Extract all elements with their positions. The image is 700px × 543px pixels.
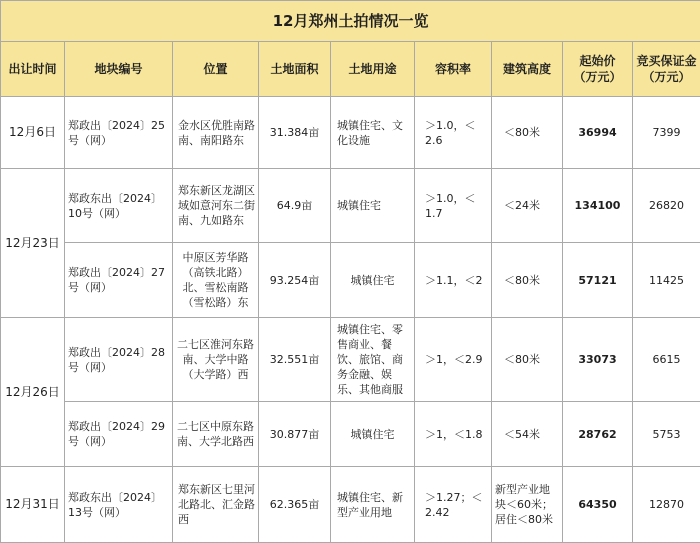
ratio-cell: ＞1.0，＜1.7 (415, 169, 492, 243)
height-cell: ＜80米 (492, 243, 563, 318)
height-cell: ＜54米 (492, 402, 563, 467)
header-row (1, 42, 700, 97)
area-cell: 30.877亩 (259, 402, 331, 467)
header-deposit-label: 竞买保证金 (637, 54, 697, 68)
use-cell: 城镇住宅、文化设施 (331, 97, 415, 169)
deposit-cell: 12870 (633, 467, 700, 543)
table-row (1, 318, 700, 402)
price-cell: 64350 (563, 467, 633, 543)
header-deposit (633, 42, 700, 97)
header-location: 位置 (173, 42, 259, 97)
code-cell: 郑政出〔2024〕28号（网） (65, 318, 173, 402)
table-row (1, 243, 700, 318)
location-cell: 金水区优胜南路南、南阳路东 (173, 97, 259, 169)
area-cell: 32.551亩 (259, 318, 331, 402)
price-cell: 36994 (563, 97, 633, 169)
location-cell: 二七区中原东路南、大学北路西 (173, 402, 259, 467)
ratio-cell: ＞1.27；＜2.42 (415, 467, 492, 543)
use-cell: 城镇住宅、零售商业、餐饮、旅馆、商务金融、娱乐、其他商服 (331, 318, 415, 402)
price-cell: 33073 (563, 318, 633, 402)
date-cell: 12月26日 (1, 318, 65, 467)
location-cell: 中原区芳华路（高铁北路）北、雪松南路（雪松路）东 (173, 243, 259, 318)
code-cell: 郑政出〔2024〕29号（网） (65, 402, 173, 467)
header-deposit-unit: （万元） (643, 70, 691, 84)
location-cell: 郑东新区龙湖区域如意河东二街南、九如路东 (173, 169, 259, 243)
use-cell: 城镇住宅 (331, 243, 415, 318)
table-row (1, 169, 700, 243)
header-price (563, 42, 633, 97)
date-cell: 12月31日 (1, 467, 65, 543)
location-cell: 郑东新区七里河北路北、汇金路西 (173, 467, 259, 543)
code-cell: 郑政出〔2024〕25号（网） (65, 97, 173, 169)
table-row (1, 97, 700, 169)
header-date: 出让时间 (1, 42, 65, 97)
ratio-cell: ＞1，＜2.9 (415, 318, 492, 402)
code-cell: 郑政东出〔2024〕10号（网） (65, 169, 173, 243)
header-price-label: 起始价 (579, 54, 615, 68)
area-cell: 31.384亩 (259, 97, 331, 169)
height-cell: 新型产业地块＜60米；居住＜80米 (492, 467, 563, 543)
location-cell: 二七区淮河东路南、大学中路（大学路）西 (173, 318, 259, 402)
use-cell: 城镇住宅 (331, 402, 415, 467)
table-title (1, 1, 700, 42)
date-cell: 12月6日 (1, 97, 65, 169)
height-cell: ＜80米 (492, 318, 563, 402)
ratio-cell: ＞1，＜1.8 (415, 402, 492, 467)
deposit-cell: 6615 (633, 318, 700, 402)
price-cell: 57121 (563, 243, 633, 318)
deposit-cell: 7399 (633, 97, 700, 169)
area-cell: 93.254亩 (259, 243, 331, 318)
table-row (1, 467, 700, 543)
deposit-cell: 26820 (633, 169, 700, 243)
code-cell: 郑政东出〔2024〕13号（网） (65, 467, 173, 543)
header-code: 地块编号 (65, 42, 173, 97)
header-price-unit: （万元） (573, 70, 621, 84)
code-cell: 郑政出〔2024〕27号（网） (65, 243, 173, 318)
use-cell: 城镇住宅、新型产业用地 (331, 467, 415, 543)
area-cell: 64.9亩 (259, 169, 331, 243)
height-cell: ＜24米 (492, 169, 563, 243)
ratio-cell: ＞1.0，＜2.6 (415, 97, 492, 169)
area-cell: 62.365亩 (259, 467, 331, 543)
table-row (1, 402, 700, 467)
header-use: 土地用途 (331, 42, 415, 97)
header-height: 建筑高度 (492, 42, 563, 97)
deposit-cell: 5753 (633, 402, 700, 467)
ratio-cell: ＞1.1，＜2 (415, 243, 492, 318)
price-cell: 134100 (563, 169, 633, 243)
date-cell: 12月23日 (1, 169, 65, 318)
price-cell: 28762 (563, 402, 633, 467)
table-title-text: 12月郑州土拍情况一览 (273, 12, 429, 30)
header-ratio: 容积率 (415, 42, 492, 97)
height-cell: ＜80米 (492, 97, 563, 169)
deposit-cell: 11425 (633, 243, 700, 318)
header-area: 土地面积 (259, 42, 331, 97)
use-cell: 城镇住宅 (331, 169, 415, 243)
